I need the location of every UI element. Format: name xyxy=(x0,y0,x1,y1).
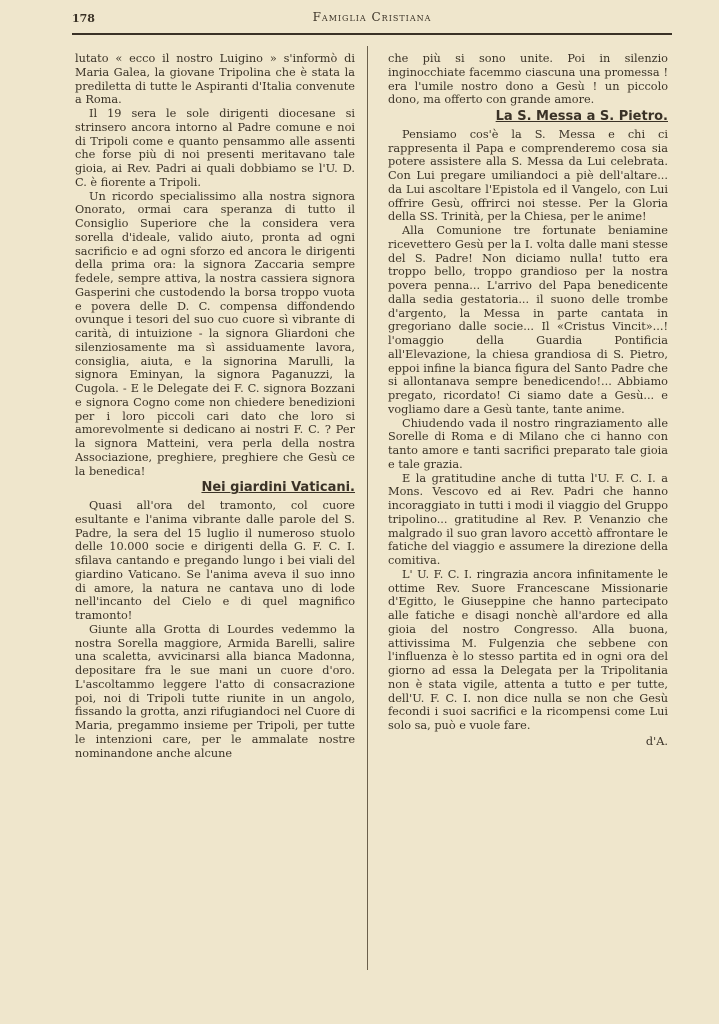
paragraph: Pensiamo cos'è la S. Messa e chi ci rappresenta il Papa e comprenderemo cosa sia potere assistere alla S. Messa da Lui celebrata. Con Lui pregare umiliandoci a piè dell'altare... da Lui ascoltare l'Epistola ed il Vangelo, con Lui offrire Gesù, offrirci noi stesse. Per la Gloria della SS. Trinità, per la Chiesa, per le anime! xyxy=(388,127,668,224)
right-column xyxy=(388,52,668,982)
page-number: 178 xyxy=(72,12,95,25)
paragraph: Alla Comunione tre fortunate beniamine ricevettero Gesù per la I. volta dalle mani stesse del S. Padre! Non diciamo nulla! tutto era troppo bello, troppo grandioso per la nostra povera penna... L'arrivo del Papa benedicente dalla sedia gestatoria... il suono delle trombe d'argento, la Messa in parte cantata in gregoriano dalle socie... Il «Cristus Vincit»...! l'omaggio della Guardia Pontificia all'Elevazione, la chiesa grandiosa di S. Pietro, eppoi infine la bianca figura del Santo Padre che si allontanava sempre benedicendo!... Abbiamo pregato, ricordato! Ci siamo date a Gesù... e vogliamo dare a Gesù tante, tante anime. xyxy=(388,224,668,416)
paragraph: Giunte alla Grotta di Lourdes vedemmo la nostra Sorella maggiore, Armida Barelli, salire una scaletta, avvicinarsi alla bianca Madonna, depositare fra le sue mani un cuore d'oro. L'ascoltammo leggere l'atto di consacrazione poi, noi di Tripoli tutte riunite in un angolo, fissando la grotta, anzi rifugiandoci nel Cuore di Maria, pregammo insieme per Tripoli, per tutte le intenzioni care, per le ammalate nostre nominandone anche alcune xyxy=(75,622,355,760)
column-divider xyxy=(367,46,368,970)
paragraph: Un ricordo specialissimo alla nostra signora Onorato, ormai cara speranza di tutto il Consiglio Superiore che la considera vera sorella d'ideale, valido aiuto, pronta ad ogni sacrificio e ad ogni sforzo ed ancora le dirigenti della prima ora: la signora Zaccaria sempre fedele, sempre attiva, la nostra cassiera signora Gasperini che custodendo la borsa troppo vuota e povera delle D. C. compensa diffondendo ovunque i tesori del suo cuo cuore sì vibrante di carità, di intuizione - la signora Gliardoni che silenziosamente ma sì assiduamente lavora, consiglia, aiuta, e la signorina Marulli, la signora Eminyan, la signora Paganuzzi, la Cugola. - E le Delegate dei F. C. signora Bozzani e signora Cogno come non chiedere benedizioni per i loro piccoli cari dato che loro si amorevolmente si dedicano ai nostri F. C. ? Per la signora Matteini, vera perla della nostra Associazione, preghiere, preghiere che Gesù ce la benedica! xyxy=(75,189,355,478)
paragraph: Il 19 sera le sole dirigenti diocesane si strinsero ancora intorno al Padre comune e noi di Tripoli come e quanto pensammo alle assenti che forse più di noi presenti meritavano tale gioia, ai Rev. Padri ai quali dobbiamo se l'U. D. C. è fiorente a Tripoli. xyxy=(75,107,355,189)
running-title: Famiglia Cristiana xyxy=(312,10,432,24)
paragraph: Quasi all'ora del tramonto, col cuore esultante e l'anima vibrante dalle parole del S. Padre, la sera del 15 luglio il numeroso stuolo delle 10.000 socie e dirigenti della G. F. C. I. sfilava cantando e pregando lungo i bei viali del giardino Vaticano. Se l'anima aveva il suo inno di amore, la natura ne cantava uno di lode nell'incanto del Cielo e di quel magnifico tramonto! xyxy=(75,499,355,622)
paragraph: L' U. F. C. I. ringrazia ancora infinitamente le ottime Rev. Suore Francescane Missionarie d'Egitto, le Giuseppine che hanno partecipato alle fatiche e disagi nonchè all'ardore ed alla gioia del nostro Congresso. Alla buona, attivissima M. Fulgenzia che sebbene con l'influenza è lo stesso partita ed in ogni ora del giorno ad essa la Delegata per la Tripolitania non è stata vigile, attenta a tutto e per tutte, dell'U. F. C. I. non dice nulla se non che Gesù fecondi i suoi sacrifici e la ricompensi come Lui solo sa, può e vuole fare. xyxy=(388,567,668,732)
section-heading: Nei giardini Vaticani. xyxy=(201,480,355,496)
paragraph: che più si sono unite. Poi in silenzio inginocchiate facemmo ciascuna una promessa ! era l'umile nostro dono a Gesù ! un piccolo dono, ma offerto con grande amore. xyxy=(388,52,668,107)
paragraph: E la gratitudine anche di tutta l'U. F. C. I. a Mons. Vescovo ed ai Rev. Padri che hanno incoraggiato in tutti i modi il viaggio del Gruppo tripolino... gratitudine al Rev. P. Venanzio che malgrado il suo gran lavoro accettò affrontare le fatiche del viaggio e assumere la direzione della comitiva. xyxy=(388,471,668,567)
paragraph: lutato « ecco il nostro Luigino » s'informò di Maria Galea, la giovane Tripolina che è stata la prediletta di tutte le Aspiranti d'Italia convenute a Roma. xyxy=(75,52,355,107)
left-column xyxy=(75,52,355,982)
page-header xyxy=(72,10,672,32)
section-heading: La S. Messa a S. Pietro. xyxy=(495,109,668,124)
header-rule xyxy=(72,33,672,35)
paragraph: Chiudendo vada il nostro ringraziamento alle Sorelle di Roma e di Milano che ci hanno con tanto amore e tanti sacrifici preparato tale gioia e tale grazia. xyxy=(388,416,668,471)
author-signature: d'A. xyxy=(645,734,668,748)
